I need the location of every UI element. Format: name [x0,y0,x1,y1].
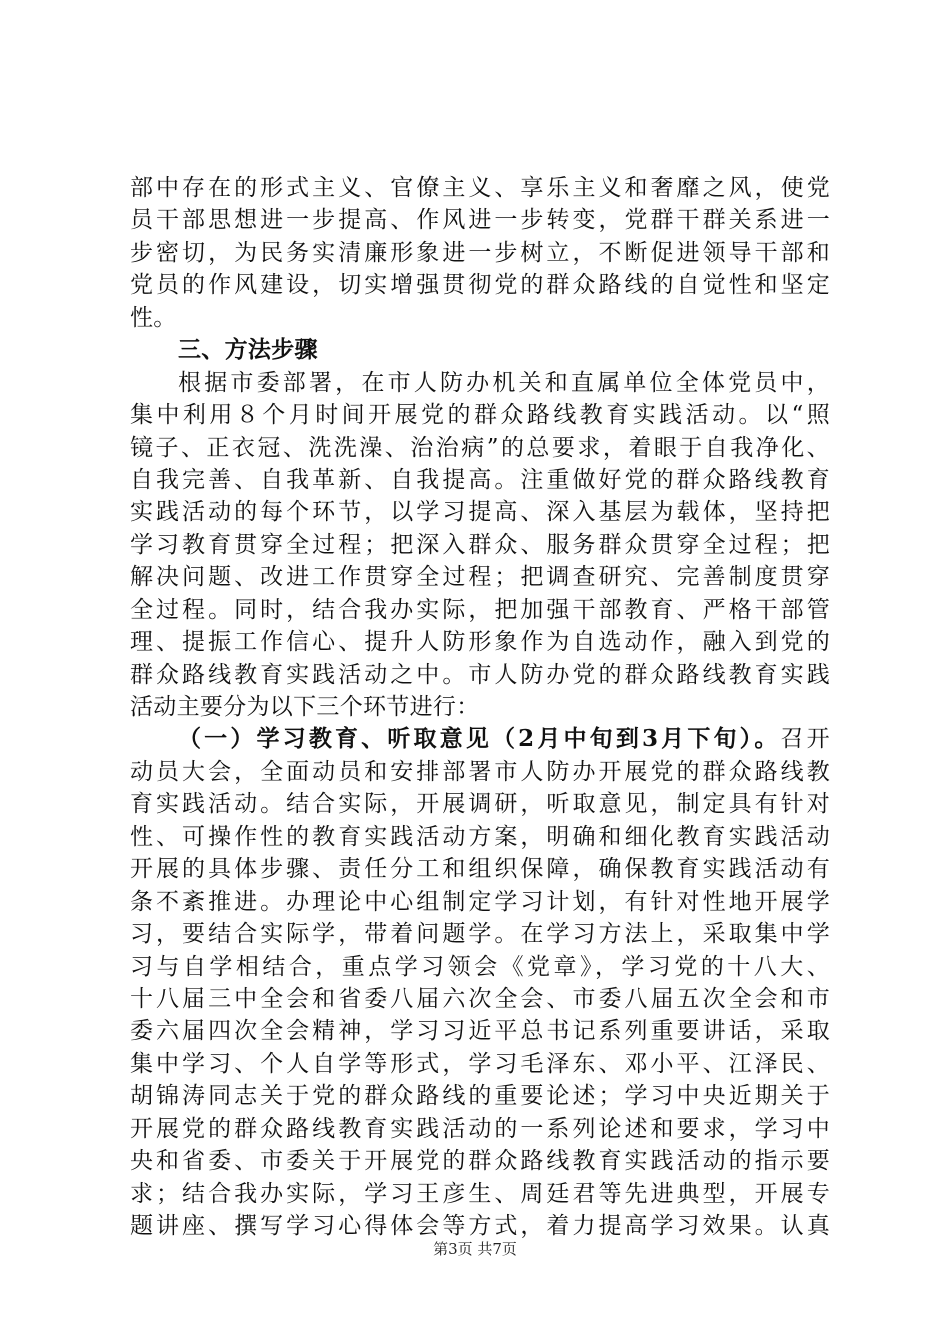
subsection-heading: （一）学习教育、听取意见（2月中旬到3月下旬）。 [178,725,781,753]
text-line: 胡锦涛同志关于党的群众路线的重要论述；学习中央近期关于 [130,1083,830,1110]
text-line: 党员的作风建设，切实增强贯彻党的群众路线的自觉性和坚定 [130,272,830,299]
section-heading: 三、方法步骤 [178,336,318,364]
text-line: 自我完善、自我革新、自我提高。注重做好党的群众路线教育 [130,466,830,493]
text-line: 集中学习、个人自学等形式，学习毛泽东、邓小平、江泽民、 [130,1050,830,1077]
text-line: 开展的具体步骤、责任分工和组织保障，确保教育实践活动有 [130,856,830,883]
text-line: 步密切，为民务实清廉形象进一步树立，不断促进领导干部和 [130,239,830,266]
text-line: 实践活动的每个环节，以学习提高、深入基层为载体，坚持把 [130,499,830,526]
text-line: 性、可操作性的教育实践活动方案，明确和细化教育实践活动 [130,823,830,850]
text-line: 求；结合我办实际，学习王彦生、周廷君等先进典型，开展专 [130,1180,830,1207]
text-line: 理、提振工作信心、提升人防形象作为自选动作，融入到党的 [130,629,830,656]
text-line: 育实践活动。结合实际，开展调研，听取意见，制定具有针对 [130,791,830,818]
text-line: 习与自学相结合，重点学习领会《党章》，学习党的十八大、 [130,953,830,980]
text-line: 根据市委部署，在市人防办机关和直属单位全体党员中， [178,369,830,396]
text-line: 学习教育贯穿全过程；把深入群众、服务群众贯穿全过程；把 [130,531,830,558]
text-line: 活动主要分为以下三个环节进行： [130,694,480,720]
text-line: 委六届四次全会精神，学习习近平总书记系列重要讲话，采取 [130,1018,830,1045]
text-line: 习，要结合实际学，带着问题学。在学习方法上，采取集中学 [130,921,830,948]
text-line [130,723,830,755]
text-line: 开展党的群众路线教育实践活动的一系列论述和要求，学习中 [130,1115,830,1142]
page-footer: 第3页 共7页 [433,1240,517,1258]
text-run: 召开 [780,726,830,753]
text-line: 全过程。同时，结合我办实际，把加强干部教育、严格干部管 [130,596,830,623]
text-line: 集中利用８个月时间开展党的群众路线教育实践活动。以“照 [130,402,830,429]
body-text [130,172,830,1242]
text-line: 镜子、正衣冠、洗洗澡、治治病”的总要求，着眼于自我净化、 [130,434,830,461]
text-line: 部中存在的形式主义、官僚主义、享乐主义和奢靡之风，使党 [130,175,830,201]
text-line: 员干部思想进一步提高、作风进一步转变，党群干群关系进一 [130,207,830,234]
text-line: 条不紊推进。办理论中心组制定学习计划，有针对性地开展学 [130,888,830,915]
text-line: 央和省委、市委关于开展党的群众路线教育实践活动的指示要 [130,1148,830,1175]
text-line: 解决问题、改进工作贯穿全过程；把调查研究、完善制度贯穿 [130,564,830,591]
text-line: 十八届三中全会和省委八届六次全会、市委八届五次全会和市 [130,985,830,1012]
text-line: 题讲座、撰写学习心得体会等方式，着力提高学习效果。认真 [130,1213,830,1239]
text-line: 群众路线教育实践活动之中。市人防办党的群众路线教育实践 [130,661,830,688]
text-line: 动员大会，全面动员和安排部署市人防办开展党的群众路线教 [130,758,830,785]
text-line: 性。 [130,304,177,331]
